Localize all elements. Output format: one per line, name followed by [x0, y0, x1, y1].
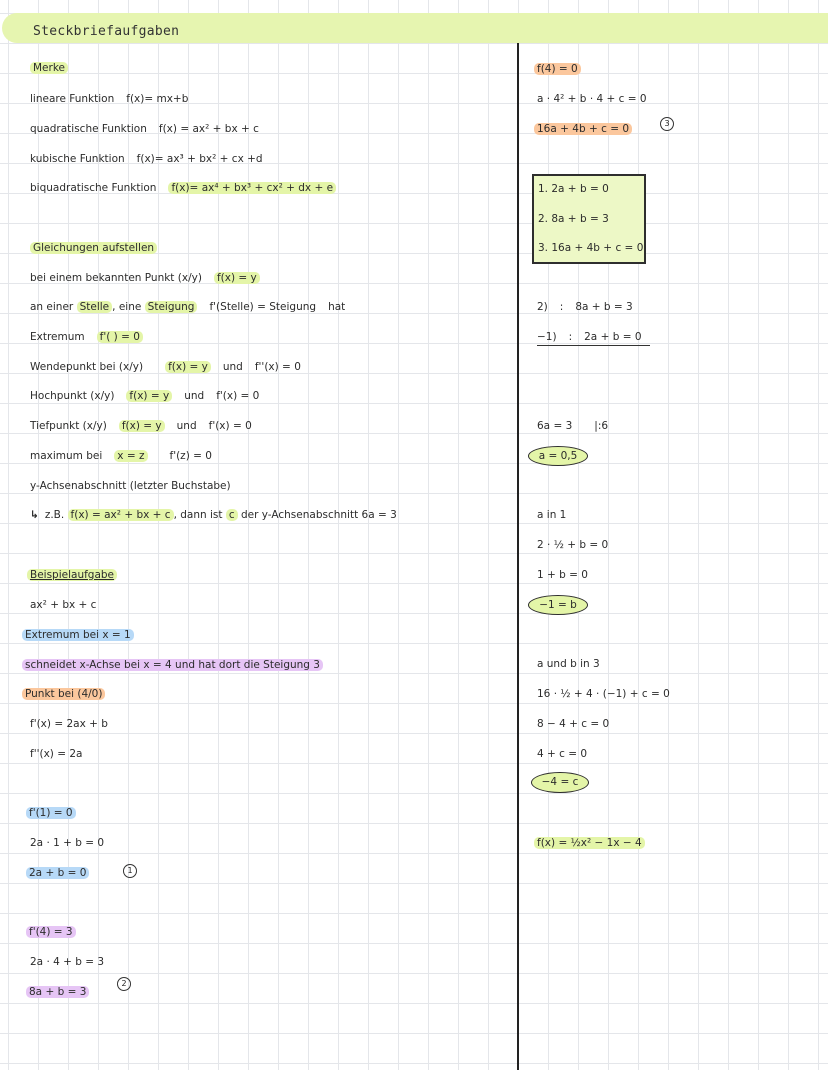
- system-eq-3: 3. 16a + 4b + c = 0: [538, 242, 644, 254]
- beispiel-extremum: Extremum bei x = 1: [22, 628, 134, 642]
- right-a-in: a in 1: [537, 509, 567, 521]
- b-result: −1 = b: [528, 595, 588, 615]
- equation-number-3: 3: [660, 117, 674, 131]
- merke-row-cubic: kubische Funktion f(x)= ax³ + bx² + cx +d: [30, 153, 263, 165]
- right-sub: a · 4² + b · 4 + c = 0: [537, 93, 647, 105]
- equation-number-2: 2: [117, 977, 131, 991]
- eq1-line: 2a · 1 + b = 0: [30, 837, 105, 849]
- column-divider: [517, 43, 519, 1070]
- right-sub2: 2 · ½ + b = 0: [537, 539, 609, 551]
- system-eq-2: 2. 8a + b = 3: [538, 213, 609, 225]
- rule-wendepunkt: Wendepunkt bei (x/y) f(x) = y und f''(x) = 0: [30, 361, 301, 373]
- beispiel-fprime: f'(x) = 2ax + b: [30, 718, 108, 730]
- beispiel-heading: Beispielaufgabe: [27, 568, 117, 582]
- eq1-result: 2a + b = 0: [26, 866, 89, 880]
- beispiel-schneidet: schneidet x-Achse bei x = 4 und hat dort die Steigung 3: [22, 658, 323, 672]
- final-function: f(x) = ½x² − 1x − 4: [534, 836, 645, 850]
- merke-row-linear: lineare Funktion f(x)= mx+b: [30, 93, 189, 105]
- system-eq-1: 1. 2a + b = 0: [538, 183, 609, 195]
- a-result: a = 0,5: [528, 446, 588, 466]
- eq1-head: f'(1) = 0: [26, 806, 76, 820]
- right-f4: f(4) = 0: [534, 62, 581, 76]
- rule-punkt: bei einem bekannten Punkt (x/y) f(x) = y: [30, 271, 260, 285]
- rule-maximum: maximum bei x = z f'(z) = 0: [30, 450, 212, 462]
- right-eq3: 16a + 4b + c = 0: [534, 122, 632, 136]
- rule-achsenabschnitt: y-Achsenabschnitt (letzter Buchstabe): [30, 480, 231, 492]
- merke-row-biquadratic: biquadratische Funktion f(x)= ax⁴ + bx³ + cx² + dx + e: [30, 181, 336, 195]
- right-six-a: 6a = 3 |:6: [537, 420, 609, 432]
- c-result: −4 = c: [531, 772, 589, 793]
- right-ab-in: a und b in 3: [537, 658, 600, 670]
- eq2-head: f'(4) = 3: [26, 925, 76, 939]
- eq2-result: 8a + b = 3: [26, 985, 89, 999]
- right-op1: 2) : 8a + b = 3: [537, 301, 633, 313]
- eq2-line: 2a · 4 + b = 3: [30, 956, 105, 968]
- right-sub6: 4 + c = 0: [537, 748, 588, 760]
- gleichungen-heading: Gleichungen aufstellen: [30, 241, 157, 255]
- equation-number-1: 1: [123, 864, 137, 878]
- right-op2: −1) : 2a + b = 0: [537, 330, 650, 346]
- rule-extremum: Extremum f'( ) = 0: [30, 330, 143, 344]
- merke-row-quadratic: quadratische Funktion f(x) = ax² + bx + c: [30, 123, 259, 135]
- right-sub5: 8 − 4 + c = 0: [537, 718, 610, 730]
- rule-tiefpunkt: Tiefpunkt (x/y) f(x) = y und f'(x) = 0: [30, 420, 252, 432]
- page-title: Steckbriefaufgaben: [33, 24, 180, 39]
- equation-system-box: [532, 174, 646, 264]
- merke-heading: Merke: [30, 61, 68, 75]
- arrow-icon: ↳: [30, 509, 39, 521]
- beispiel-punkt: Punkt bei (4/0): [22, 687, 105, 701]
- beispiel-func: ax² + bx + c: [30, 599, 97, 611]
- beispiel-fsecond: f''(x) = 2a: [30, 748, 83, 760]
- rule-hochpunkt: Hochpunkt (x/y) f(x) = y und f'(x) = 0: [30, 390, 260, 402]
- rule-steigung: an einer Stelle , eine Steigung f'(Stelle) = Steigung hat: [30, 301, 346, 313]
- right-sub3: 1 + b = 0: [537, 569, 588, 581]
- rule-example: ↳ z.B. f(x) = ax² + bx + c , dann ist c der y-Achsenabschnitt 6a = 3: [30, 509, 397, 521]
- right-sub4: 16 · ½ + 4 · (−1) + c = 0: [537, 688, 670, 700]
